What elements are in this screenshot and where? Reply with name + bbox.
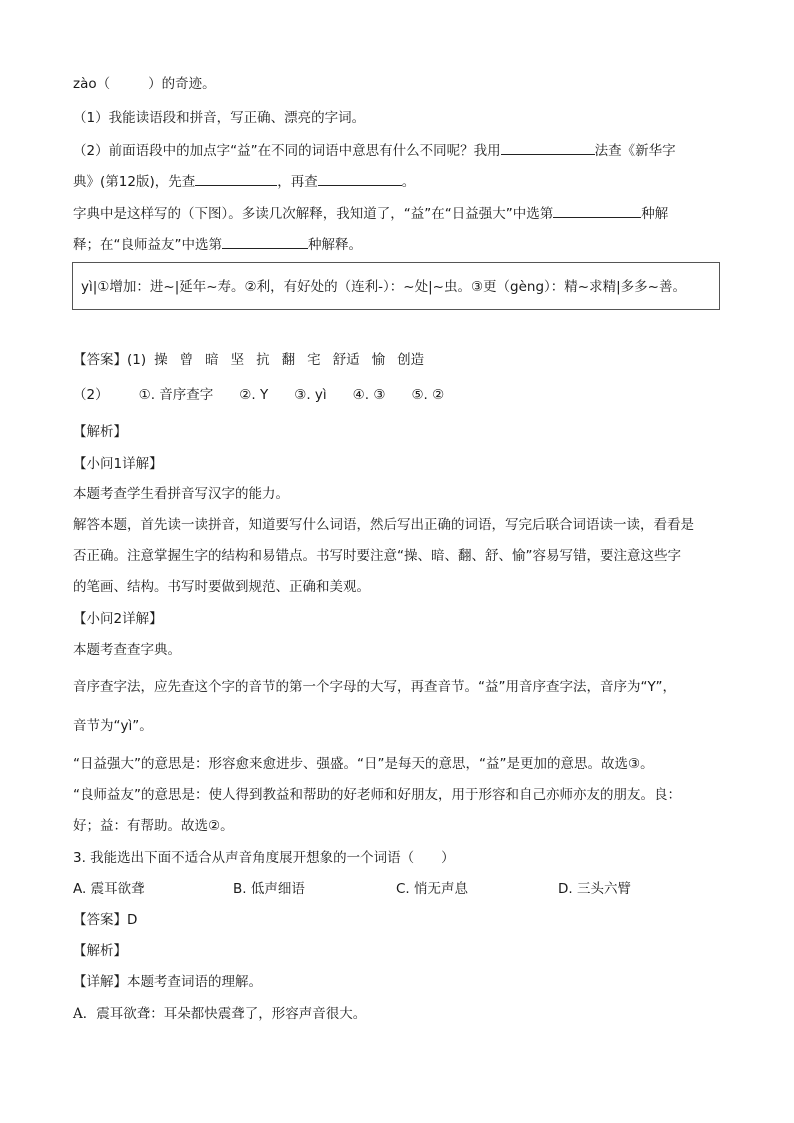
answer-blank[interactable] — [553, 203, 641, 218]
question-3-stem: 3. 我能选出下面不适合从声音角度展开想象的一个词语（ ） — [73, 850, 455, 866]
dict-part2: 种解 — [641, 206, 669, 222]
answer-item: 暗 — [205, 352, 219, 368]
q2-part2: 法查《新华字 — [594, 143, 676, 159]
answer-blank[interactable] — [501, 140, 595, 155]
sub-question-2-label: 【小问2详解】 — [73, 611, 163, 627]
option-d[interactable]: D. 三头六臂 — [558, 881, 631, 897]
answer-1-line — [73, 350, 436, 370]
answer-item: 抗 — [256, 352, 270, 368]
answer-item: ③. yì — [294, 387, 327, 403]
sub1-text: 否正确。注意掌握生字的结构和易错点。书写时要注意“操、暗、翻、舒、愉”容易写错，要注意这些字 — [73, 548, 681, 564]
answer-item: 创造 — [397, 352, 425, 368]
answer-3: 【答案】D — [73, 912, 138, 928]
detail-3: 【详解】本题考查词语的理解。 — [73, 974, 262, 990]
sub2-text: 好；益：有帮助。故选②。 — [73, 818, 234, 834]
answer-item: ⑤. ② — [411, 387, 445, 403]
q2-part4: ，再查 — [277, 174, 318, 190]
answer-1-prefix: (1) — [127, 352, 147, 368]
dict-line-1 — [73, 203, 668, 224]
pinyin-tail: ）的奇迹。 — [148, 76, 216, 92]
pinyin-text: zào（ — [73, 76, 111, 92]
sub2-text: 本题考查查字典。 — [73, 642, 181, 658]
answer-2-line — [73, 385, 444, 405]
sub1-text: 的笔画、结构。书写时要做到规范、正确和美观。 — [73, 579, 370, 595]
answer-item: 愉 — [371, 352, 386, 368]
dict-line-2 — [73, 234, 362, 255]
option-c[interactable]: C. 悄无声息 — [396, 881, 469, 897]
dict-part1: 字典中是这样写的（下图）。多读几次解释，我知道了，“益”在“日益强大”中选第 — [73, 206, 554, 222]
analysis-3-label: 【解析】 — [73, 943, 127, 959]
answer-item: 舒适 — [332, 352, 360, 368]
q2-part3: 典》(第12版)，先查 — [73, 174, 196, 190]
pinyin-line — [73, 74, 216, 94]
answer-item: ④. ③ — [352, 387, 386, 403]
q2-part1: （2）前面语段中的加点字“益”在不同的词语中意思有什么不同呢？我用 — [73, 143, 501, 159]
sub2-text: 音序查字法，应先查这个字的音节的第一个字母的大写，再查音节。“益”用音序查字法，音序为“Y”， — [73, 679, 676, 695]
option-a-explanation: A．震耳欲聋：耳朵都快震聋了，形容声音很大。 — [73, 1006, 367, 1022]
dict-part3: 释；在“良师益友”中选第 — [73, 237, 222, 253]
answer-2-prefix: （2） — [73, 387, 109, 403]
answer-item: ①. 音序查字 — [138, 387, 214, 403]
answer-item: 翻 — [281, 352, 296, 368]
answer-item: ②. Y — [239, 387, 269, 403]
sub2-text: “良师益友”的意思是：使人得到教益和帮助的好老师和好朋友，用于形容和自己亦师亦友的朋友。良： — [73, 787, 681, 803]
answer-item: 操 — [154, 352, 168, 368]
dict-part4: 种解释。 — [308, 237, 362, 253]
sub1-text: 本题考查学生看拼音写汉字的能力。 — [73, 486, 289, 502]
sub2-text: “日益强大”的意思是：形容愈来愈进步、强盛。“日”是每天的意思，“益”是更加的意思。故选③。 — [73, 756, 654, 772]
answer-blank[interactable] — [318, 171, 402, 186]
question-3-options — [73, 879, 723, 899]
answer-item: 坚 — [230, 352, 245, 368]
sub-question-1-label: 【小问1详解】 — [73, 456, 163, 472]
question-2-line-2 — [73, 171, 415, 192]
answer-blank[interactable] — [222, 234, 308, 249]
answer-label: 【答案】 — [73, 352, 127, 368]
q2-part5: 。 — [401, 174, 416, 190]
option-a[interactable]: A. 震耳欲聋 — [73, 881, 145, 897]
sub2-text: 音节为“yì”。 — [73, 718, 153, 734]
sub1-text: 解答本题，首先读一读拼音，知道要写什么词语，然后写出正确的词语，写完后联合词语读一读，看看是 — [73, 517, 694, 533]
question-2-line-1 — [73, 140, 676, 161]
answer-item: 宅 — [307, 352, 321, 368]
dictionary-entry-box — [72, 262, 720, 310]
question-1-text: （1）我能读语段和拼音，写正确、漂亮的字词。 — [73, 110, 366, 126]
option-b[interactable]: B. 低声细语 — [233, 881, 305, 897]
analysis-label: 【解析】 — [73, 424, 127, 440]
answer-blank[interactable] — [195, 171, 277, 186]
answer-item: 曾 — [179, 352, 194, 368]
dictionary-entry-text: yì|①增加：进~|延年~寿。②利，有好处的（连利-）：~处|~虫。③更（gèng）：精~求精|多多~善。 — [81, 279, 686, 295]
